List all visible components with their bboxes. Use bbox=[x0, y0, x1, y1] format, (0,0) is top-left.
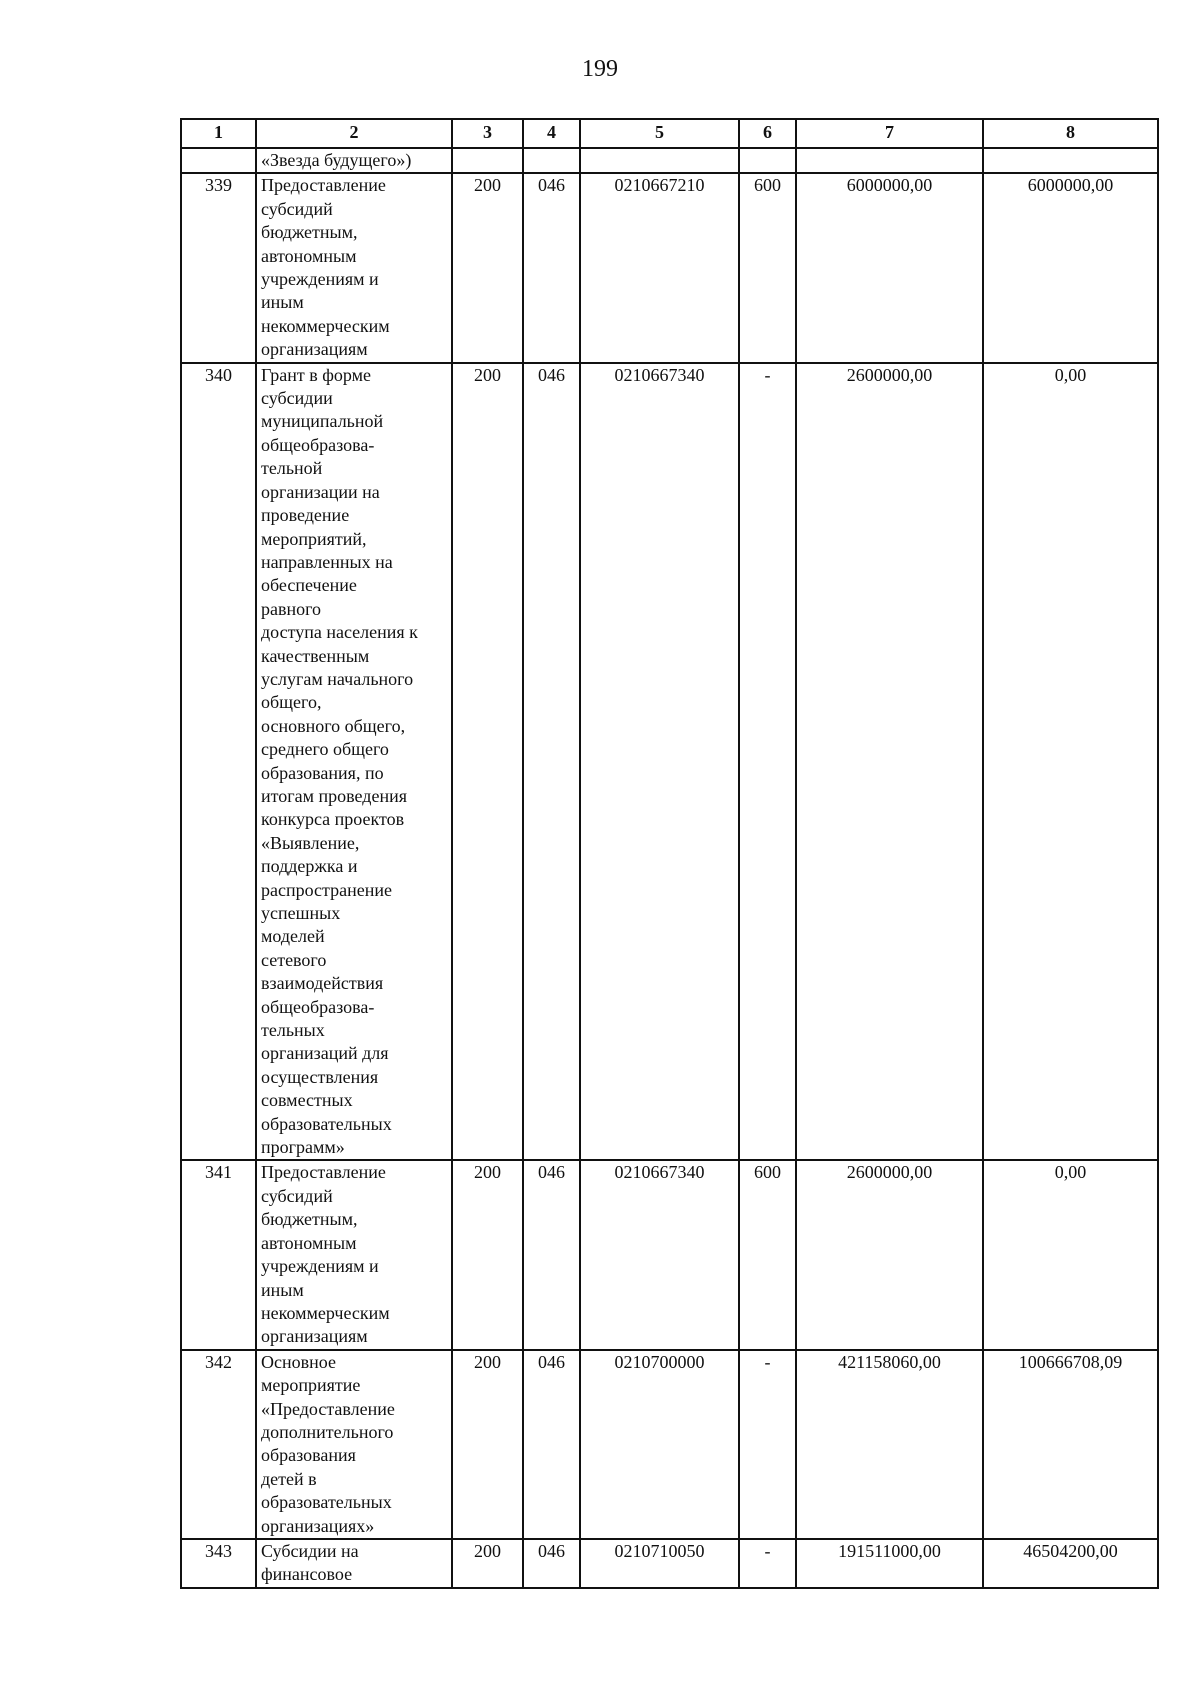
table-cell bbox=[739, 148, 796, 173]
row-col3: 200 bbox=[452, 1350, 523, 1539]
row-col7: 2600000,00 bbox=[796, 363, 983, 1161]
row-col8: 0,00 bbox=[983, 1160, 1158, 1349]
column-header: 1 bbox=[181, 119, 256, 148]
row-name: Предоставление субсидий бюджетным, автономным учреждениям и иным некоммерческим организациям bbox=[256, 1160, 452, 1349]
row-col5: 0210700000 bbox=[580, 1350, 739, 1539]
row-number: 342 bbox=[181, 1350, 256, 1539]
table-cell bbox=[452, 148, 523, 173]
row-col3: 200 bbox=[452, 1539, 523, 1588]
column-header: 3 bbox=[452, 119, 523, 148]
row-name: Предоставление субсидий бюджетным, автономным учреждениям и иным некоммерческим организациям bbox=[256, 173, 452, 362]
row-number: 341 bbox=[181, 1160, 256, 1349]
budget-table bbox=[180, 118, 1159, 1589]
row-col4: 046 bbox=[523, 1539, 580, 1588]
row-col3: 200 bbox=[452, 1160, 523, 1349]
row-col8: 0,00 bbox=[983, 363, 1158, 1161]
row-name: Основное мероприятие «Предоставление дополнительного образования детей в образовательных организациях» bbox=[256, 1350, 452, 1539]
row-col4: 046 bbox=[523, 173, 580, 362]
row-col5: 0210667340 bbox=[580, 1160, 739, 1349]
row-col5: 0210667340 bbox=[580, 363, 739, 1161]
continuation-text: «Звезда будущего») bbox=[256, 148, 452, 173]
table-row bbox=[181, 1539, 1158, 1588]
table-row bbox=[181, 173, 1158, 362]
row-col7: 421158060,00 bbox=[796, 1350, 983, 1539]
row-col7: 2600000,00 bbox=[796, 1160, 983, 1349]
row-col6: 600 bbox=[739, 173, 796, 362]
row-col4: 046 bbox=[523, 363, 580, 1161]
row-col8: 46504200,00 bbox=[983, 1539, 1158, 1588]
column-header: 5 bbox=[580, 119, 739, 148]
row-col6: - bbox=[739, 363, 796, 1161]
row-col4: 046 bbox=[523, 1350, 580, 1539]
table-row bbox=[181, 1350, 1158, 1539]
continuation-row bbox=[181, 148, 1158, 173]
table-cell bbox=[580, 148, 739, 173]
row-number: 340 bbox=[181, 363, 256, 1161]
row-col6: - bbox=[739, 1350, 796, 1539]
page-number: 199 bbox=[582, 56, 618, 82]
row-col8: 100666708,09 bbox=[983, 1350, 1158, 1539]
column-header: 4 bbox=[523, 119, 580, 148]
row-col7: 6000000,00 bbox=[796, 173, 983, 362]
table-cell bbox=[523, 148, 580, 173]
column-header: 6 bbox=[739, 119, 796, 148]
table-header-row bbox=[181, 119, 1158, 148]
column-header: 8 bbox=[983, 119, 1158, 148]
row-name: Грант в форме субсидии муниципальной общеобразова- тельной организации на проведение мероприятий, направленных на обеспечение равного доступа населения к качественным услугам начального общего, основного общего, среднего общего образования, по итогам проведения конкурса проектов «Выявление, поддержка и распространение успешных моделей сетевого взаимодействия общеобразова- тельных организаций для осуществления совместных образовательных программ» bbox=[256, 363, 452, 1161]
row-name: Субсидии на финансовое bbox=[256, 1539, 452, 1588]
row-col6: 600 bbox=[739, 1160, 796, 1349]
row-col4: 046 bbox=[523, 1160, 580, 1349]
row-col5: 0210710050 bbox=[580, 1539, 739, 1588]
table-cell bbox=[796, 148, 983, 173]
table-row bbox=[181, 1160, 1158, 1349]
column-header: 7 bbox=[796, 119, 983, 148]
row-col7: 191511000,00 bbox=[796, 1539, 983, 1588]
row-col6: - bbox=[739, 1539, 796, 1588]
row-number: 339 bbox=[181, 173, 256, 362]
row-col5: 0210667210 bbox=[580, 173, 739, 362]
row-col8: 6000000,00 bbox=[983, 173, 1158, 362]
table-row bbox=[181, 363, 1158, 1161]
row-col3: 200 bbox=[452, 363, 523, 1161]
table-cell bbox=[983, 148, 1158, 173]
table-cell bbox=[181, 148, 256, 173]
row-number: 343 bbox=[181, 1539, 256, 1588]
row-col3: 200 bbox=[452, 173, 523, 362]
column-header: 2 bbox=[256, 119, 452, 148]
